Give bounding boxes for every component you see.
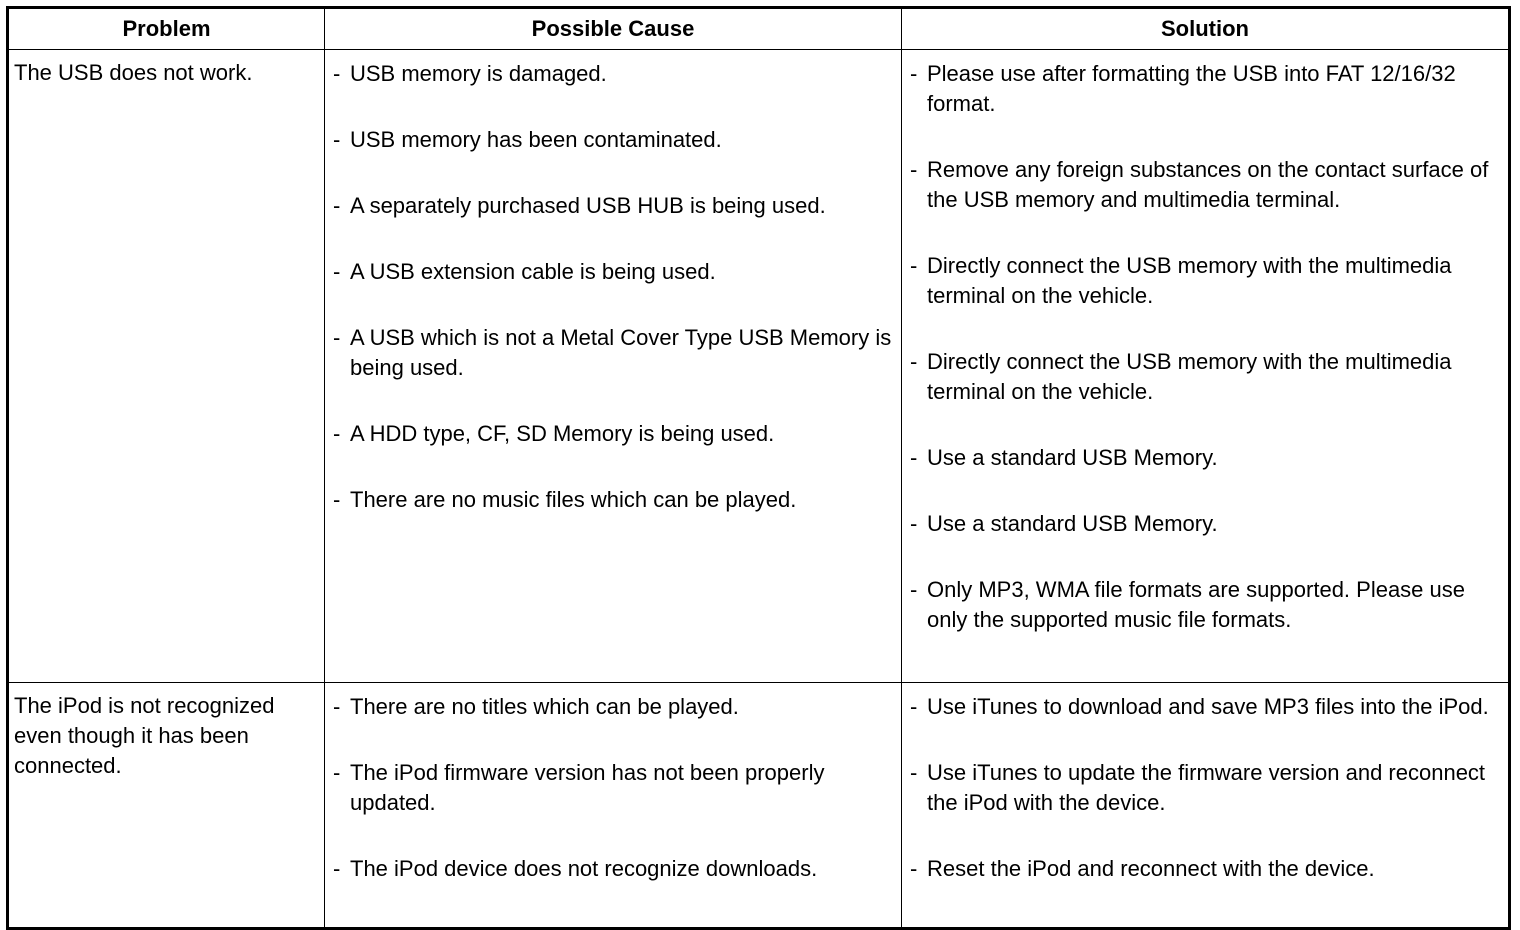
cause-list: [325, 683, 901, 884]
cause-item: - USB memory has been contaminated.: [333, 125, 895, 155]
cause-item: - There are no music files which can be played.: [333, 485, 895, 515]
cause-item: - The iPod firmware version has not been properly updated.: [333, 758, 895, 818]
solution-item: - Remove any foreign substances on the contact surface of the USB memory and multimedia terminal.: [910, 155, 1502, 215]
solution-item: - Use iTunes to update the firmware version and reconnect the iPod with the device.: [910, 758, 1502, 818]
cause-item: - There are no titles which can be played.: [333, 692, 895, 722]
cause-item: - A separately purchased USB HUB is being used.: [333, 191, 895, 221]
table-row-usb: [8, 50, 1510, 683]
solution-list: [902, 50, 1508, 635]
solution-list: [902, 683, 1508, 884]
solution-cell: [902, 50, 1510, 683]
solution-item: - Please use after formatting the USB into FAT 12/16/32 format.: [910, 59, 1502, 119]
solution-item: - Reset the iPod and reconnect with the device.: [910, 854, 1502, 884]
troubleshooting-table: [6, 6, 1511, 930]
solution-item: - Only MP3, WMA file formats are supported. Please use only the supported music file formats.: [910, 575, 1502, 635]
cause-item: - A USB which is not a Metal Cover Type USB Memory is being used.: [333, 323, 895, 383]
cause-item: - The iPod device does not recognize downloads.: [333, 854, 895, 884]
solution-item: - Use a standard USB Memory.: [910, 509, 1502, 539]
cause-item: - A HDD type, CF, SD Memory is being used.: [333, 419, 895, 449]
problem-cell: The USB does not work.: [8, 50, 325, 683]
cause-item: - USB memory is damaged.: [333, 59, 895, 89]
cause-cell: [325, 50, 902, 683]
header-possible-cause: Possible Cause: [325, 8, 902, 50]
cause-cell: [325, 683, 902, 929]
cause-list: [325, 50, 901, 515]
solution-item: - Use a standard USB Memory.: [910, 443, 1502, 473]
solution-item: - Use iTunes to download and save MP3 files into the iPod.: [910, 692, 1502, 722]
header-problem: Problem: [8, 8, 325, 50]
problem-cell: The iPod is not recognized even though it has been connected.: [8, 683, 325, 929]
solution-item: - Directly connect the USB memory with the multimedia terminal on the vehicle.: [910, 347, 1502, 407]
solution-item: - Directly connect the USB memory with the multimedia terminal on the vehicle.: [910, 251, 1502, 311]
solution-cell: [902, 683, 1510, 929]
header-row: [8, 8, 1510, 50]
cause-item: - A USB extension cable is being used.: [333, 257, 895, 287]
header-solution: Solution: [902, 8, 1510, 50]
table-row-ipod: [8, 683, 1510, 929]
